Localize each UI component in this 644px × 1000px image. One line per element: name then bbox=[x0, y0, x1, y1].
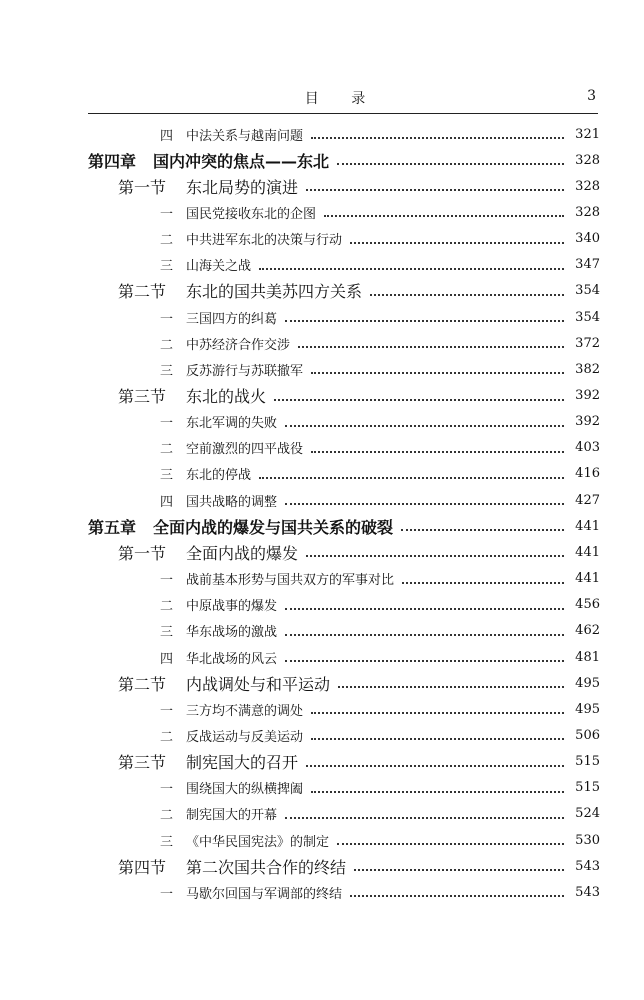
toc-entry-sub bbox=[0, 618, 644, 644]
toc-entry-page: 392 bbox=[575, 414, 600, 430]
toc-entry-title: 中法关系与越南问题 bbox=[186, 128, 304, 144]
toc-entry-number: 三 bbox=[160, 259, 174, 275]
toc-entry-title: 东北局势的演进 bbox=[186, 177, 299, 197]
toc-entry-number: 第三节 bbox=[118, 387, 167, 406]
toc-entry-page: 462 bbox=[575, 623, 600, 639]
toc-entry-section bbox=[0, 278, 644, 304]
toc-entry-number: 四 bbox=[160, 128, 174, 144]
toc-entry-number: 第二节 bbox=[118, 282, 167, 302]
toc-entry-number: 一 bbox=[160, 886, 174, 902]
toc-entry-sub bbox=[0, 356, 644, 382]
dot-leader bbox=[311, 372, 564, 374]
toc-entry-page: 543 bbox=[575, 884, 600, 900]
toc-entry-section bbox=[0, 539, 644, 565]
toc-entry-sub bbox=[0, 644, 644, 670]
toc-entry-number: 三 bbox=[160, 625, 174, 641]
toc-entry-number: 一 bbox=[160, 206, 174, 222]
dot-leader bbox=[311, 137, 564, 139]
toc-entry-page: 392 bbox=[575, 388, 600, 403]
toc-entry-title: 华北战场的风云 bbox=[186, 651, 278, 667]
toc-entry-number: 四 bbox=[160, 494, 174, 510]
toc-entry-title: 围绕国大的纵横捭阖 bbox=[186, 782, 304, 798]
toc-entry-sub bbox=[0, 879, 644, 905]
toc-entry-sub bbox=[0, 304, 644, 330]
dot-leader bbox=[306, 189, 564, 191]
toc-entry-chapter bbox=[0, 147, 644, 173]
dot-leader bbox=[285, 320, 564, 322]
toc-entry-number: 二 bbox=[160, 233, 174, 249]
toc-entry-number: 三 bbox=[160, 468, 174, 484]
toc-entry-sub bbox=[0, 226, 644, 252]
toc-entry-title: 国内冲突的焦点——东北 bbox=[153, 151, 330, 171]
toc-entry-number: 第四节 bbox=[118, 857, 167, 877]
toc-entry-number: 二 bbox=[160, 599, 174, 615]
dot-leader bbox=[311, 712, 564, 714]
toc-entry-number: 一 bbox=[160, 782, 174, 798]
toc-entry-title: 空前激烈的四平战役 bbox=[186, 442, 304, 458]
dot-leader bbox=[337, 843, 564, 845]
dot-leader bbox=[311, 451, 564, 453]
toc-entry-sub bbox=[0, 801, 644, 827]
toc-entry-title: 制宪国大的召开 bbox=[186, 753, 299, 773]
toc-entry-number: 二 bbox=[160, 729, 174, 745]
dot-leader bbox=[354, 869, 564, 871]
toc-entry-sub bbox=[0, 696, 644, 722]
page-header bbox=[88, 88, 596, 110]
dot-leader bbox=[274, 399, 564, 401]
dot-leader bbox=[311, 738, 564, 740]
dot-leader bbox=[370, 294, 564, 296]
toc-entry-page: 328 bbox=[575, 178, 600, 194]
toc-entry-page: 481 bbox=[575, 649, 600, 665]
dot-leader bbox=[306, 555, 564, 557]
toc-entry-title: 东北的停战 bbox=[186, 468, 252, 484]
dot-leader bbox=[337, 163, 564, 165]
toc-entry-sub bbox=[0, 330, 644, 356]
toc-entry-chapter bbox=[0, 513, 644, 539]
dot-leader bbox=[285, 425, 564, 427]
dot-leader bbox=[298, 346, 564, 348]
toc-entry-number: 第四章 bbox=[88, 151, 137, 171]
toc-entry-title: 三方均不满意的调处 bbox=[186, 703, 304, 719]
toc-entry-number: 二 bbox=[160, 337, 174, 353]
toc-entry-sub bbox=[0, 252, 644, 278]
toc-entry-title: 马歇尔回国与军调部的终结 bbox=[186, 886, 343, 902]
toc-entry-section bbox=[0, 853, 644, 879]
toc-entry-title: 《中华民国宪法》的制定 bbox=[186, 834, 330, 850]
toc-entry-page: 441 bbox=[575, 518, 600, 534]
toc-entry-section bbox=[0, 670, 644, 696]
toc-entry-page: 495 bbox=[575, 675, 600, 691]
toc-entry-number: 二 bbox=[160, 442, 174, 458]
header-rule bbox=[88, 113, 598, 114]
toc-entry-page: 347 bbox=[575, 257, 600, 273]
toc-entry-page: 456 bbox=[575, 597, 600, 613]
toc-entry-page: 515 bbox=[575, 780, 600, 796]
toc-entry-page: 328 bbox=[575, 152, 600, 168]
toc-entry-sub bbox=[0, 461, 644, 487]
toc-entry-number: 一 bbox=[160, 703, 174, 719]
dot-leader bbox=[259, 268, 564, 270]
toc-entry-page: 416 bbox=[575, 466, 600, 482]
toc-entry-page: 515 bbox=[575, 754, 600, 770]
toc-entry-number: 三 bbox=[160, 834, 174, 850]
toc-entry-title: 国共战略的调整 bbox=[186, 494, 278, 510]
toc-entry-number: 一 bbox=[160, 416, 174, 432]
dot-leader bbox=[285, 660, 564, 662]
toc-entry-title: 东北军调的失败 bbox=[186, 416, 278, 432]
toc-entry-page: 506 bbox=[575, 727, 600, 743]
toc-entry-page: 340 bbox=[575, 231, 600, 247]
toc-entry-title: 第二次国共合作的终结 bbox=[186, 857, 347, 877]
toc-entry-title: 全面内战的爆发与国共关系的破裂 bbox=[153, 517, 394, 537]
toc-entry-number: 第一节 bbox=[118, 543, 167, 563]
dot-leader bbox=[285, 817, 564, 819]
dot-leader bbox=[338, 686, 564, 688]
toc-entry-title: 制宪国大的开幕 bbox=[186, 808, 278, 824]
toc-entry-page: 403 bbox=[575, 440, 600, 456]
dot-leader bbox=[306, 765, 564, 767]
toc-entry-title: 内战调处与和平运动 bbox=[186, 674, 331, 694]
toc-entry-page: 321 bbox=[575, 126, 600, 142]
toc-entry-number: 三 bbox=[160, 363, 174, 379]
toc-entry-page: 354 bbox=[575, 309, 600, 325]
toc-entry-sub bbox=[0, 199, 644, 225]
toc-entry-page: 441 bbox=[575, 544, 600, 560]
toc-entry-number: 第一节 bbox=[118, 177, 167, 197]
dot-leader bbox=[401, 529, 564, 531]
toc-entry-title: 中苏经济合作交涉 bbox=[186, 337, 291, 353]
toc-entry-page: 524 bbox=[575, 806, 600, 822]
dot-leader bbox=[311, 791, 564, 793]
dot-leader bbox=[350, 242, 564, 244]
toc-entry-number: 四 bbox=[160, 651, 174, 667]
toc-entry-title: 国民党接收东北的企图 bbox=[186, 206, 317, 222]
toc-entry-section bbox=[0, 173, 644, 199]
toc-entry-page: 382 bbox=[575, 361, 600, 377]
toc-entry-page: 372 bbox=[575, 335, 600, 351]
toc-entry-title: 战前基本形势与国共双方的军事对比 bbox=[186, 573, 395, 589]
toc-entry-page: 530 bbox=[575, 832, 600, 848]
toc-entry-sub bbox=[0, 722, 644, 748]
toc-entry-number: 第二节 bbox=[118, 674, 167, 694]
toc-entry-sub bbox=[0, 121, 644, 147]
toc-entry-number: 二 bbox=[160, 808, 174, 824]
toc-entry-page: 328 bbox=[575, 204, 600, 220]
toc-entry-title: 中原战事的爆发 bbox=[186, 599, 278, 615]
toc-entry-section bbox=[0, 383, 644, 409]
dot-leader bbox=[285, 634, 564, 636]
toc-entry-title: 华东战场的激战 bbox=[186, 625, 278, 641]
toc-entry-page: 441 bbox=[575, 571, 600, 587]
toc-entry-title: 东北的战火 bbox=[186, 387, 267, 406]
toc-entry-sub bbox=[0, 487, 644, 513]
toc-entry-title: 东北的国共美苏四方关系 bbox=[186, 282, 363, 302]
toc-entry-page: 427 bbox=[575, 492, 600, 508]
toc-entry-page: 543 bbox=[575, 858, 600, 874]
toc-entry-title: 全面内战的爆发 bbox=[186, 543, 299, 563]
toc-entry-sub bbox=[0, 566, 644, 592]
dot-leader bbox=[402, 582, 564, 584]
toc-entry-sub bbox=[0, 592, 644, 618]
toc-entry-number: 一 bbox=[160, 311, 174, 327]
toc-entry-title: 山海关之战 bbox=[186, 259, 252, 275]
toc-entry-sub bbox=[0, 409, 644, 435]
toc-entry-sub bbox=[0, 775, 644, 801]
toc-entry-page: 495 bbox=[575, 701, 600, 717]
dot-leader bbox=[259, 477, 564, 479]
toc-entry-title: 中共进军东北的决策与行动 bbox=[186, 233, 343, 249]
toc-entry-number: 第五章 bbox=[88, 517, 137, 537]
toc-entry-title: 反苏游行与苏联撤军 bbox=[186, 363, 304, 379]
dot-leader bbox=[285, 608, 564, 610]
toc-entry-number: 一 bbox=[160, 573, 174, 589]
dot-leader bbox=[324, 215, 564, 217]
toc-entry-section bbox=[0, 749, 644, 775]
toc-entry-title: 反战运动与反美运动 bbox=[186, 729, 304, 745]
toc-entry-title: 三国四方的纠葛 bbox=[186, 311, 278, 327]
toc-entry-sub bbox=[0, 435, 644, 461]
header-page-number: 3 bbox=[587, 88, 596, 104]
toc-entry-sub bbox=[0, 827, 644, 853]
header-title: 目 录 bbox=[304, 91, 380, 107]
toc-entry-page: 354 bbox=[575, 283, 600, 299]
dot-leader bbox=[285, 503, 564, 505]
dot-leader bbox=[350, 895, 564, 897]
toc-entry-number: 第三节 bbox=[118, 753, 167, 773]
